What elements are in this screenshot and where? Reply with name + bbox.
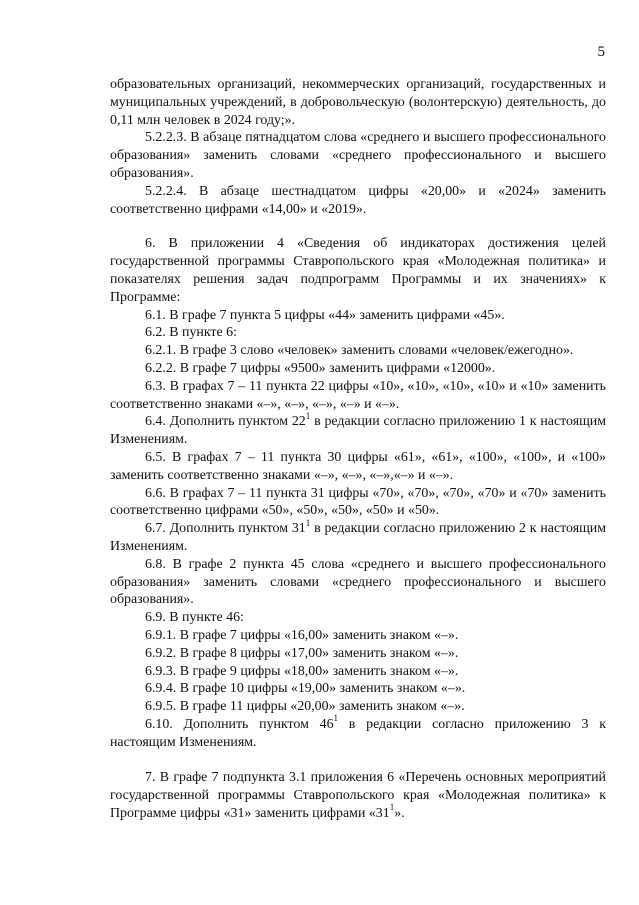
paragraph-6-4-text: 6.4. Дополнить пунктом 22	[145, 414, 306, 430]
paragraph-6-3: 6.3. В графах 7 – 11 пункта 22 цифры «10», «10», «10», «10» и «10» заменить соответственно знаками «–», «–», «–», «–» и «–».	[110, 378, 606, 412]
paragraph-6-10-text: 6.10. Дополнить пунктом 46	[145, 716, 334, 732]
paragraph-7-text: 7. В графе 7 подпункта 3.1 приложения 6 «Перечень основных мероприятий государственной программы Ставропольского края «Молодежная политика» к Программе цифры «31» заменить цифрами «31	[110, 770, 606, 822]
paragraph-6: 6. В приложении 4 «Сведения об индикаторах достижения целей государственной программы Ставропольского края «Молодежная политика» и показателях решения задач подпрограмм Программы и их значениях» к Программе:	[110, 236, 606, 305]
superscript: 1	[333, 713, 339, 724]
superscript: 1	[305, 517, 311, 528]
paragraph-5-2-2-4: 5.2.2.4. В абзаце шестнадцатом цифры «20,00» и «2024» заменить соответственно цифрами «14,00» и «2019».	[110, 183, 606, 217]
paragraph-7-tail: ».	[394, 806, 405, 822]
document-body	[110, 76, 606, 823]
section-spacer	[110, 751, 606, 769]
paragraph-6-9-5: 6.9.5. В графе 11 цифры «20,00» заменить знаком «–».	[145, 699, 465, 715]
paragraph-6-9: 6.9. В пункте 46:	[145, 610, 244, 626]
paragraph-6-1: 6.1. В графе 7 пункта 5 цифры «44» заменить цифрами «45».	[145, 307, 505, 323]
paragraph-6-4-tail: в редакции согласно приложению 1 к настоящим Изменениям.	[110, 414, 607, 448]
superscript: 1	[389, 802, 395, 813]
paragraph-6-5: 6.5. В графах 7 – 11 пункта 30 цифры «61», «61», «100», «100», и «100» заменить соответственно знаками «–», «–», «–»,«–» и «–».	[110, 449, 606, 483]
page-number: 5	[597, 44, 605, 60]
paragraph-6-10-tail: в редакции согласно приложению 3 к настоящим Изменениям.	[110, 716, 606, 750]
paragraph-continuation: образовательных организаций, некоммерческих организаций, государственных и муниципальных учреждений, в добровольческую (волонтерскую) деятельность, до 0,11 млн человек в 2024 году;».	[110, 77, 606, 128]
paragraph-6-8: 6.8. В графе 2 пункта 45 слова «среднего и высшего профессионального образования» заменить словами «среднего профессионального и высшего образования».	[110, 556, 606, 608]
paragraph-6-2-2: 6.2.2. В графе 7 цифры «9500» заменить цифрами «12000».	[145, 360, 496, 376]
paragraph-7	[110, 769, 606, 822]
paragraph-6-7	[110, 517, 607, 556]
paragraph-6-7-tail: в редакции согласно приложению 2 к настоящим Изменениям.	[110, 521, 607, 554]
paragraph-6-10	[110, 713, 606, 752]
paragraph-5-2-2-3: 5.2.2.3. В абзаце пятнадцатом слова «среднего и высшего профессионального образования» заменить словами «среднего профессионального и высшего образования».	[110, 130, 606, 181]
superscript: 1	[305, 410, 311, 421]
section-spacer	[110, 218, 606, 235]
paragraph-6-2-1: 6.2.1. В графе 3 слово «человек» заменить словами «человек/ежегодно».	[145, 343, 574, 359]
paragraph-6-6: 6.6. В графах 7 – 11 пункта 31 цифры «70», «70», «70», «70» и «70» заменить соответственно цифрами «50», «50», «50», «50» и «50».	[110, 485, 606, 519]
paragraph-6-2: 6.2. В пункте 6:	[145, 325, 237, 341]
paragraph-6-9-3: 6.9.3. В графе 9 цифры «18,00» заменить знаком «–».	[145, 663, 459, 679]
paragraph-6-7-text: 6.7. Дополнить пунктом 31	[145, 521, 306, 537]
paragraph-6-9-4: 6.9.4. В графе 10 цифры «19,00» заменить знаком «–».	[145, 681, 466, 697]
paragraph-6-9-2: 6.9.2. В графе 8 цифры «17,00» заменить знаком «–».	[145, 645, 459, 661]
paragraph-6-4	[110, 410, 607, 449]
paragraph-6-9-1: 6.9.1. В графе 7 цифры «16,00» заменить знаком «–».	[145, 627, 459, 643]
